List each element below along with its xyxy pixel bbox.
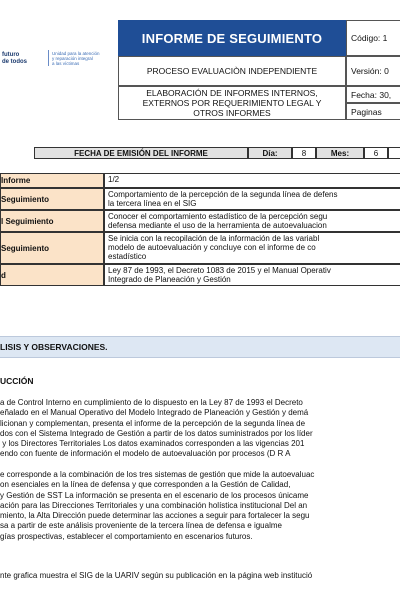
info-label: Seguimiento [0,188,104,210]
process-cell: PROCESO EVALUACIÒN INDEPENDIENTE [118,56,346,86]
mes-value: 6 [364,147,388,159]
dia-label: Día: [248,147,292,159]
mes-label: Mes: [316,147,364,159]
info-value: Ley 87 de 1993, el Decreto 1083 de 2015 y el Manual Operativ Integrado de Planeación y Gestión [104,264,400,286]
info-value: Conocer el comportamiento estadístico de la percepción segu defensa mediante el uso de la herramienta de autoevaluacion [104,210,400,232]
report-title: INFORME DE SEGUIMIENTO [118,20,346,56]
info-value: Comportamiento de la percepción de la segunda línea de defens la tercera línea en el SIG [104,188,400,210]
version-cell: Versión: 0 [346,56,400,86]
info-label: Informe [0,173,104,188]
codigo-cell: Código: 1 [346,20,400,56]
paginas-cell: Paginas [346,103,400,120]
dia-value: 8 [292,147,316,159]
anio-value [388,147,400,159]
info-value: 1/2 [104,173,400,188]
section-heading: LISIS Y OBSERVACIONES. [0,336,400,358]
fecha-cell: Fecha: 30, [346,86,400,103]
emission-label: FECHA DE EMISIÓN DEL INFORME [34,147,248,159]
body-paragraph: nte grafica muestra el SIG de la UARIV según su publicación en la página web institució [0,571,313,580]
info-label: d [0,264,104,286]
body-paragraph: a de Control Interno en cumplimiento de lo dispuesto en la Ley 87 de 1993 el Decreto eñalado en el Manual Operativo del Modelo Integrado de Planeación y Gestión y demá licionan y complementan, presenta el informe de la percepción de la segunda línea de dos con el Sistema Integrado de Gestión a partir de los datos suministrados por los líder y los Directores Territoriales Los datos examinados corresponden a las vigencias 201 endo con fuente de información el modelo de autoevaluación por procesos (D R A [0,398,313,459]
subsection-heading: UCCIÓN [0,376,34,386]
logo-unit-text: Unidad para la atención y reparación integral a las víctimas [52,51,100,66]
info-value: Se inicia con la recopilación de la información de las variabl modelo de autoevaluación y concluye con el informe de co estadístico [104,232,400,264]
procedure-cell: ELABORACIÓN DE INFORMES INTERNOS, EXTERNOS POR REQUERIMIENTO LEGAL Y OTROS INFORMES [118,86,346,120]
info-label: Seguimiento [0,232,104,264]
logo-area [0,0,118,100]
body-paragraph: e corresponde a la combinación de los tres sistemas de gestión que mide la autoevaluac on esenciales en la línea de defensa y que corresponden a la Gestión de Calidad, y Gestión de SST La información se presenta en el escenario de los procesos únicame ación para las Direcciones Territoriales y una combinación holística institucional Del an miento, la Alta Dirección puede determinar las acciones a seguir para fortalecer la segu sa a partir de este análisis proveniente de la tercera línea de defensa e igualme gías prospectivas, establecer el comportamiento en escenarios futuros. [0,470,315,541]
logo-divider [48,50,49,66]
logo-brand-text: futuro de todos [2,52,27,65]
info-label: l Seguimiento [0,210,104,232]
